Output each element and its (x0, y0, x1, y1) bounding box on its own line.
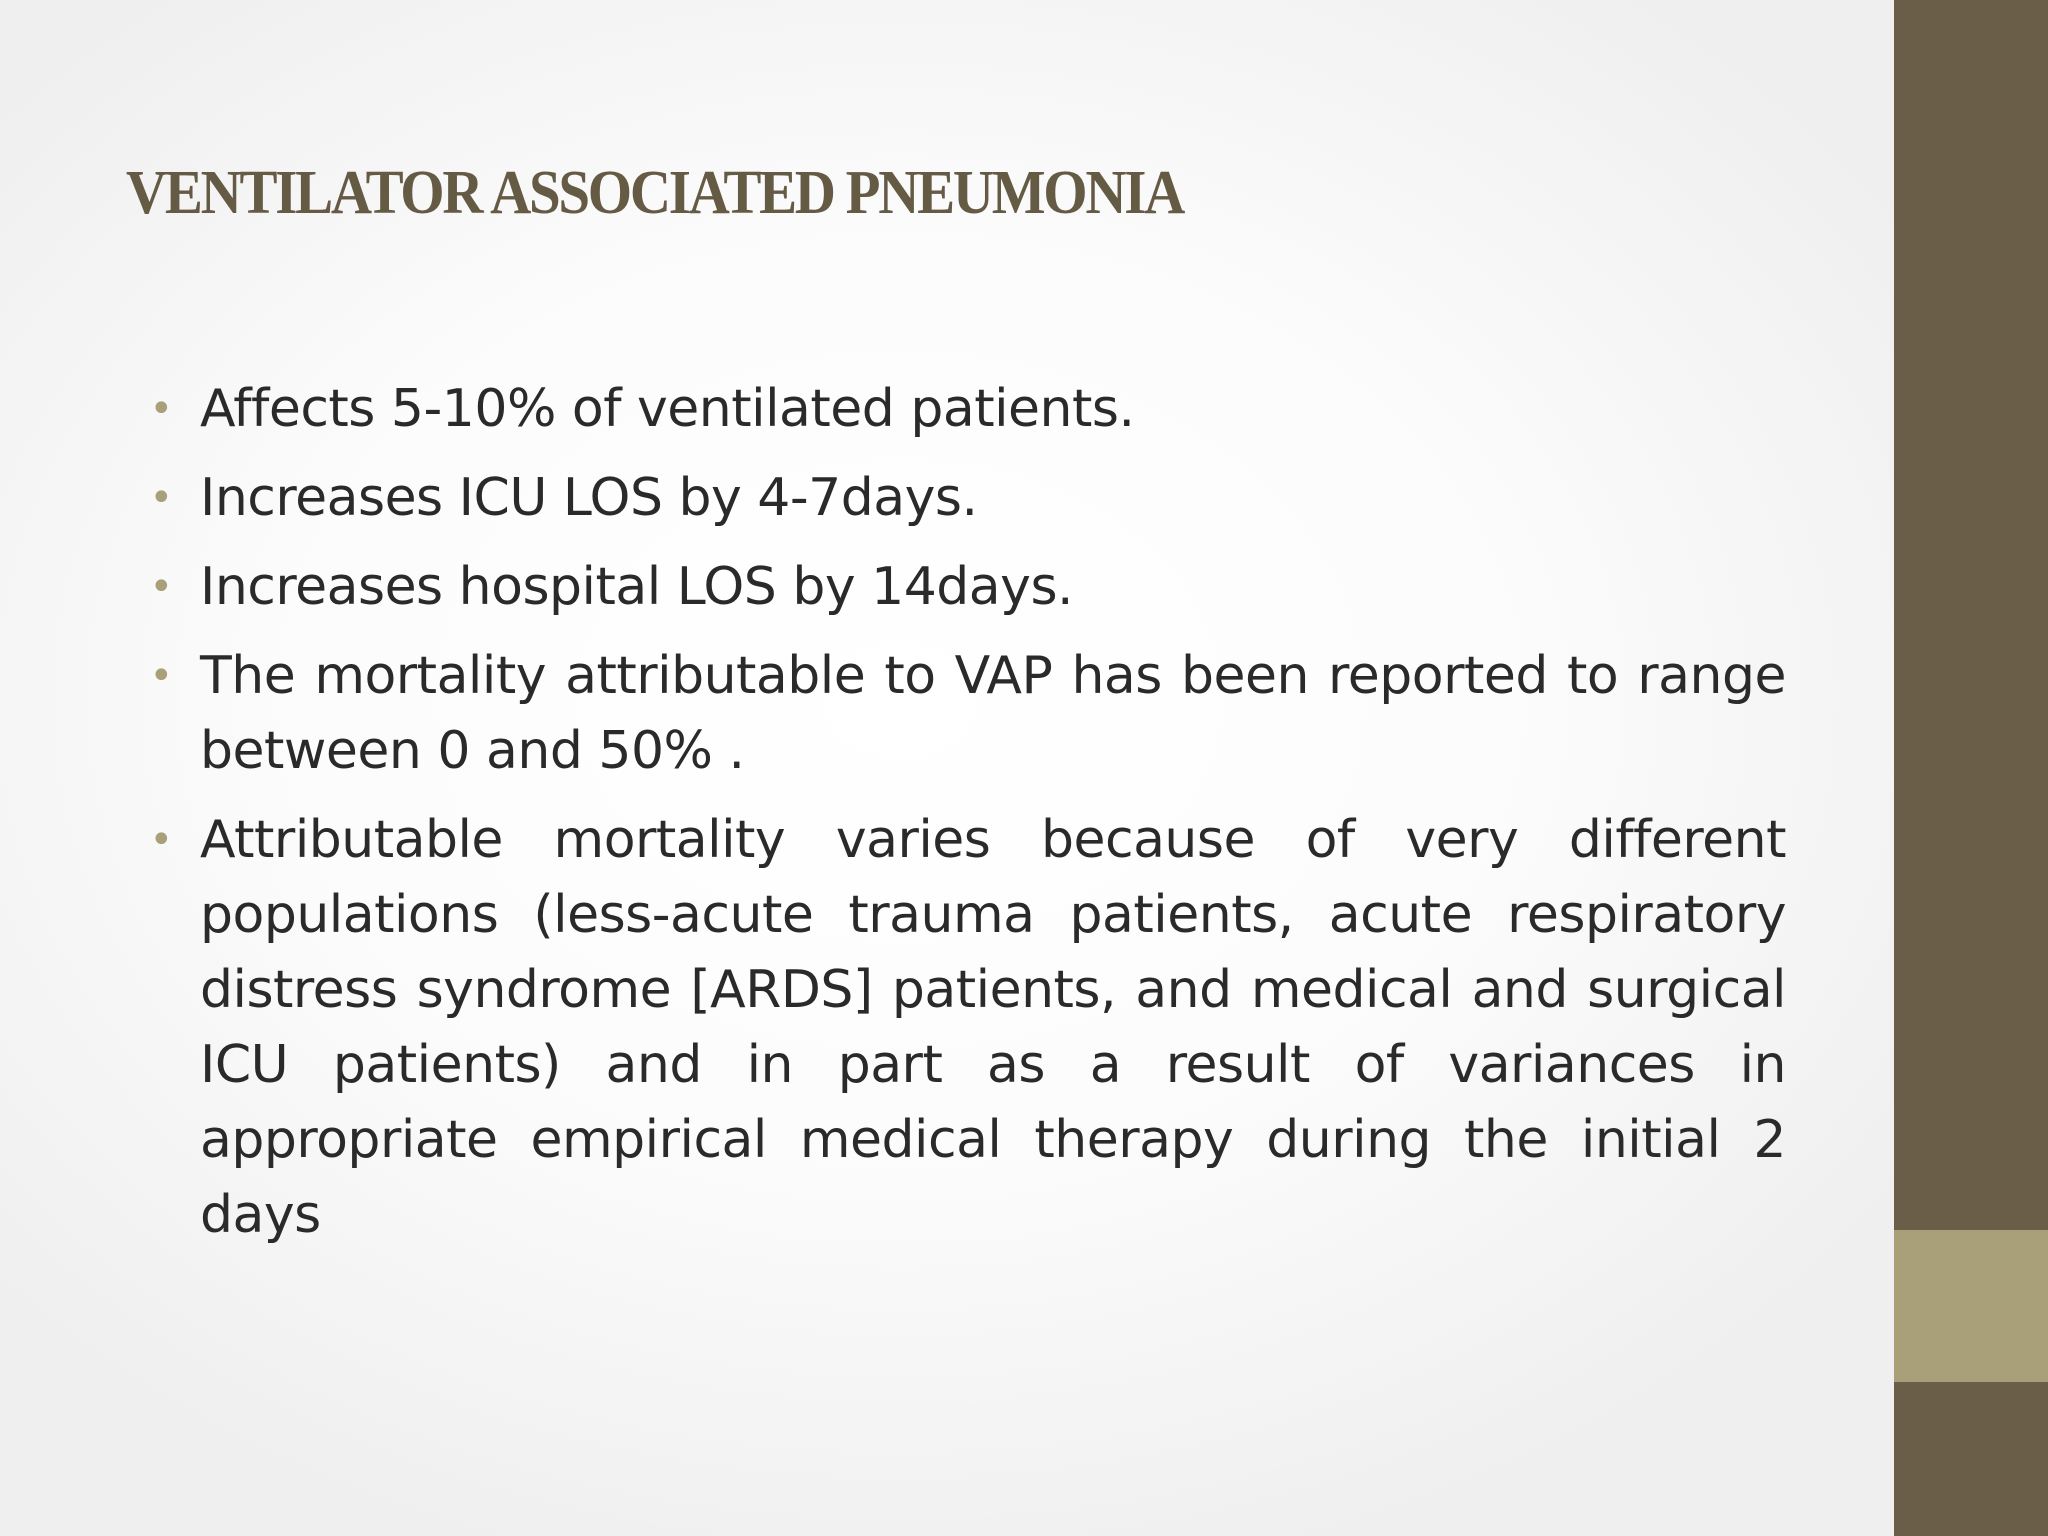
bullet-text: Attributable mortality varies because of very different populations (less-acute trauma patients, acute respiratory distress syndrome [ARDS] patients, and medical and surgical ICU patients) and in part as a result of variances in appropriate empirical medical therapy during the initial 2 days (200, 810, 1786, 1245)
bullet-item (146, 639, 1786, 789)
bullet-text: The mortality attributable to VAP has been reported to range between 0 and 50% . (200, 646, 1786, 781)
side-decor-accent (1894, 1230, 2048, 1382)
bullet-dot-icon: • (149, 564, 173, 610)
bullet-text: Increases ICU LOS by 4-7days. (200, 468, 978, 528)
bullet-text: Increases hospital LOS by 14days. (200, 557, 1074, 617)
bullet-dot-icon: • (149, 817, 173, 863)
bullet-dot-icon: • (149, 475, 173, 521)
bullet-text: Affects 5-10% of ventilated patients. (200, 379, 1135, 439)
bullet-dot-icon: • (149, 653, 173, 699)
slide-title: VENTILATOR ASSOCIATED PNEUMONIA (126, 159, 1184, 227)
bullet-item (146, 803, 1786, 1253)
bullet-item (146, 461, 1786, 536)
bullet-dot-icon: • (149, 386, 173, 432)
bullet-item (146, 372, 1786, 447)
bullet-list (146, 372, 1786, 1267)
bullet-item (146, 550, 1786, 625)
